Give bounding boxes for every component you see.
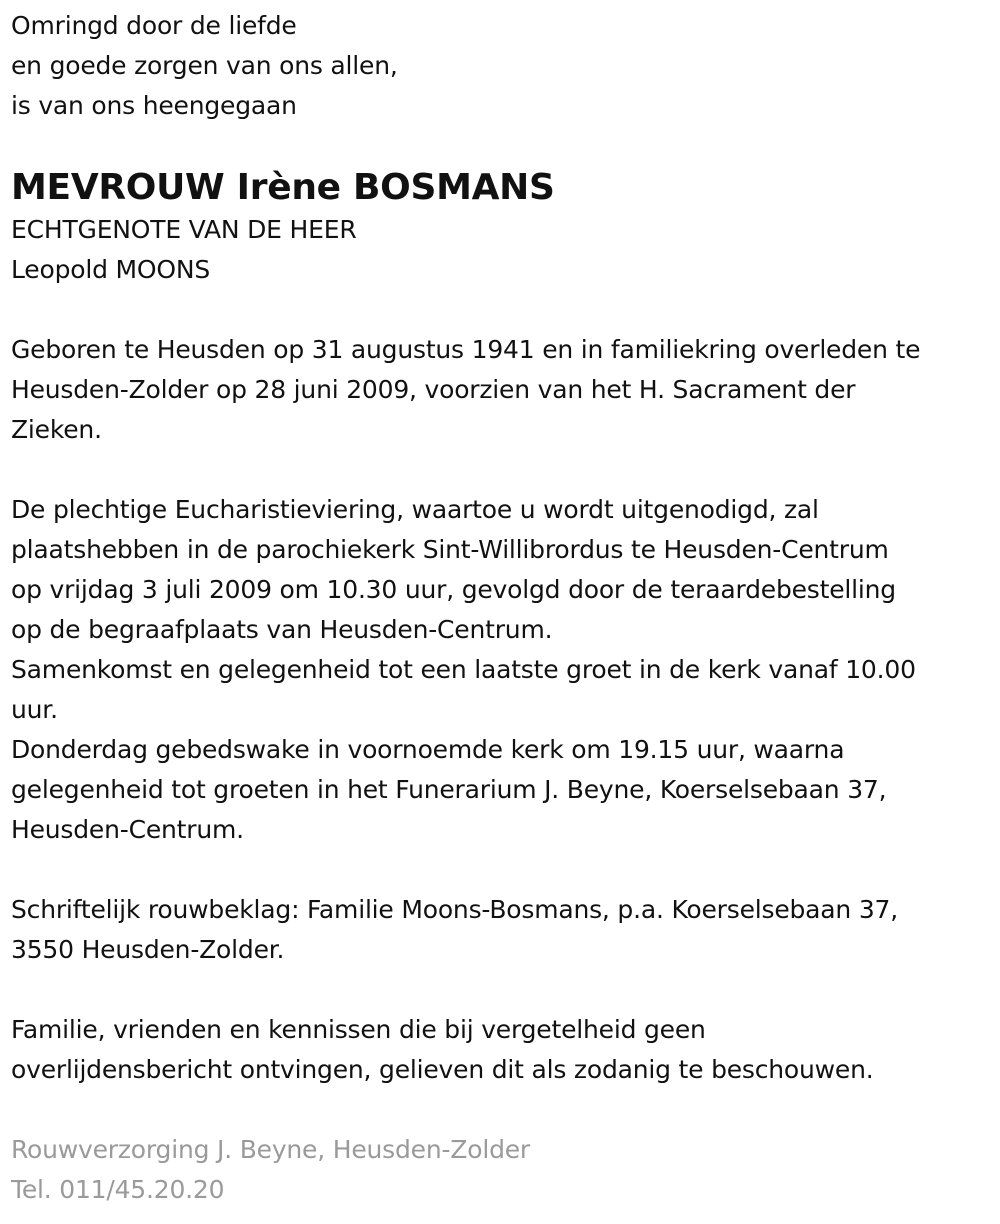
paragraph-line: uur. (11, 695, 58, 724)
relation-text: ECHTGENOTE VAN DE HEER (11, 215, 357, 244)
undertaker-phone: Tel. 011/45.20.20 (11, 1175, 225, 1204)
deceased-block (11, 166, 996, 290)
spacer (11, 970, 996, 1010)
intro-line: en goede zorgen van ons allen, (11, 51, 398, 80)
paragraph-line: Samenkomst en gelegenheid tot een laatste groet in de kerk vanaf 10.00 (11, 655, 916, 684)
spouse-name: Leopold MOONS (11, 255, 210, 284)
paragraph-line: overlijdensbericht ontvingen, gelieven dit als zodanig te beschouwen. (11, 1055, 874, 1084)
notice-paragraph (11, 1010, 996, 1090)
paragraph-line: plaatshebben in de parochiekerk Sint-Willibrordus te Heusden-Centrum (11, 535, 889, 564)
paragraph-line: op vrijdag 3 juli 2009 om 10.30 uur, gevolgd door de teraardebestelling (11, 575, 896, 604)
spacer (11, 1090, 996, 1130)
paragraph-line: Donderdag gebedswake in voornoemde kerk om 19.15 uur, waarna (11, 735, 845, 764)
paragraph-line: Geboren te Heusden op 31 augustus 1941 en in familiekring overleden te (11, 335, 921, 364)
intro-line: is van ons heengegaan (11, 91, 297, 120)
paragraph-line: Familie, vrienden en kennissen die bij vergetelheid geen (11, 1015, 706, 1044)
spacer (11, 126, 996, 166)
intro-block (11, 6, 996, 126)
spacer (11, 450, 996, 490)
intro-line: Omringd door de liefde (11, 11, 297, 40)
condolence-paragraph (11, 890, 996, 970)
paragraph-line: Heusden-Zolder op 28 juni 2009, voorzien van het H. Sacrament der (11, 375, 856, 404)
ceremony-paragraph (11, 490, 996, 850)
paragraph-line: gelegenheid tot groeten in het Funerarium J. Beyne, Koerselsebaan 37, (11, 775, 887, 804)
footer-block (11, 1130, 996, 1210)
paragraph-line: op de begraafplaats van Heusden-Centrum. (11, 615, 553, 644)
undertaker-name: Rouwverzorging J. Beyne, Heusden-Zolder (11, 1135, 530, 1164)
paragraph-line: 3550 Heusden-Zolder. (11, 935, 285, 964)
deceased-name: MEVROUW Irène BOSMANS (11, 167, 555, 208)
birth-death-paragraph (11, 330, 996, 450)
spacer (11, 290, 996, 330)
paragraph-line: De plechtige Eucharistieviering, waartoe u wordt uitgenodigd, zal (11, 495, 819, 524)
spacer (11, 850, 996, 890)
obituary-notice (11, 6, 996, 1210)
paragraph-line: Zieken. (11, 415, 102, 444)
paragraph-line: Schriftelijk rouwbeklag: Familie Moons-Bosmans, p.a. Koerselsebaan 37, (11, 895, 898, 924)
paragraph-line: Heusden-Centrum. (11, 815, 244, 844)
